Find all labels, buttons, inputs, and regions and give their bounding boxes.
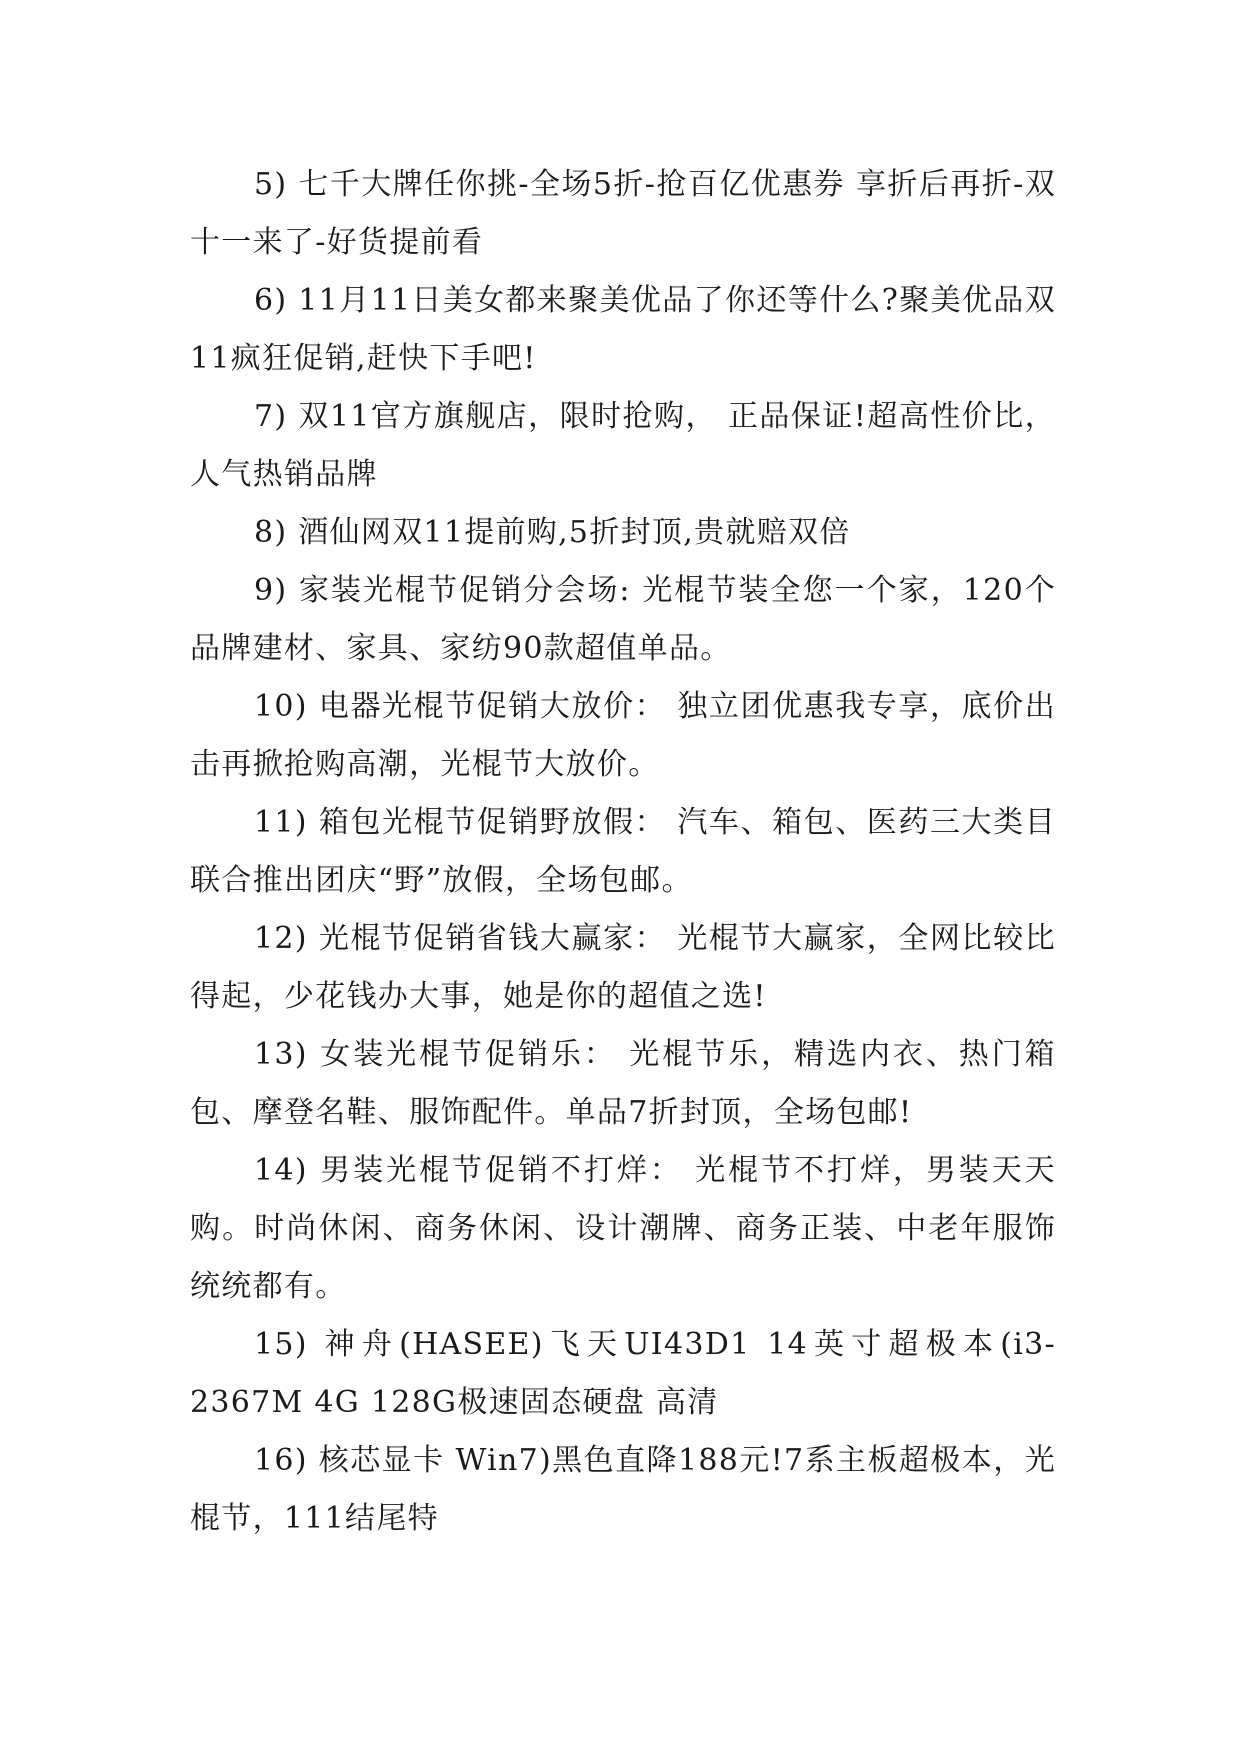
list-item-8: 8) 酒仙网双11提前购,5折封顶,贵就赔双倍 <box>254 515 851 550</box>
list-item-15: 15) 神舟(HASEE)飞天UI43D1 14英寸超极本(i3-2367M 4G 128G极速固态硬盘 高清 <box>190 1327 1056 1420</box>
list-item-10: 10) 电器光棍节促销大放价： 独立团优惠我专享，底价出击再掀抢购高潮，光棍节大放价。 <box>190 689 1056 782</box>
list-item-5: 5) 七千大牌任你挑-全场5折-抢百亿优惠券 享折后再折-双十一来了-好货提前看 <box>190 167 1056 260</box>
list-item-16: 16) 核芯显卡 Win7)黑色直降188元!7系主板超极本，光棍节，111结尾特 <box>190 1443 1056 1536</box>
list-item-6: 6) 11月11日美女都来聚美优品了你还等什么?聚美优品双11疯狂促销,赶快下手吧! <box>190 283 1056 376</box>
list-item-9: 9) 家装光棍节促销分会场: 光棍节装全您一个家，120个品牌建材、家具、家纺90款超值单品。 <box>190 573 1056 666</box>
list-item-13: 13) 女装光棍节促销乐： 光棍节乐，精选内衣、热门箱包、摩登名鞋、服饰配件。单品7折封顶，全场包邮! <box>190 1037 1056 1130</box>
list-item-7: 7) 双11官方旗舰店，限时抢购， 正品保证!超高性价比，人气热销品牌 <box>190 399 1056 492</box>
document-body <box>190 156 1056 1548</box>
list-item-11: 11) 箱包光棍节促销野放假： 汽车、箱包、医药三大类目联合推出团庆“野”放假，全场包邮。 <box>190 805 1056 898</box>
list-item-14: 14) 男装光棍节促销不打烊： 光棍节不打烊，男装天天购。时尚休闲、商务休闲、设计潮牌、商务正装、中老年服饰统统都有。 <box>190 1153 1056 1304</box>
list-item-12: 12) 光棍节促销省钱大赢家： 光棍节大赢家，全网比较比得起，少花钱办大事，她是你的超值之选! <box>190 921 1056 1014</box>
